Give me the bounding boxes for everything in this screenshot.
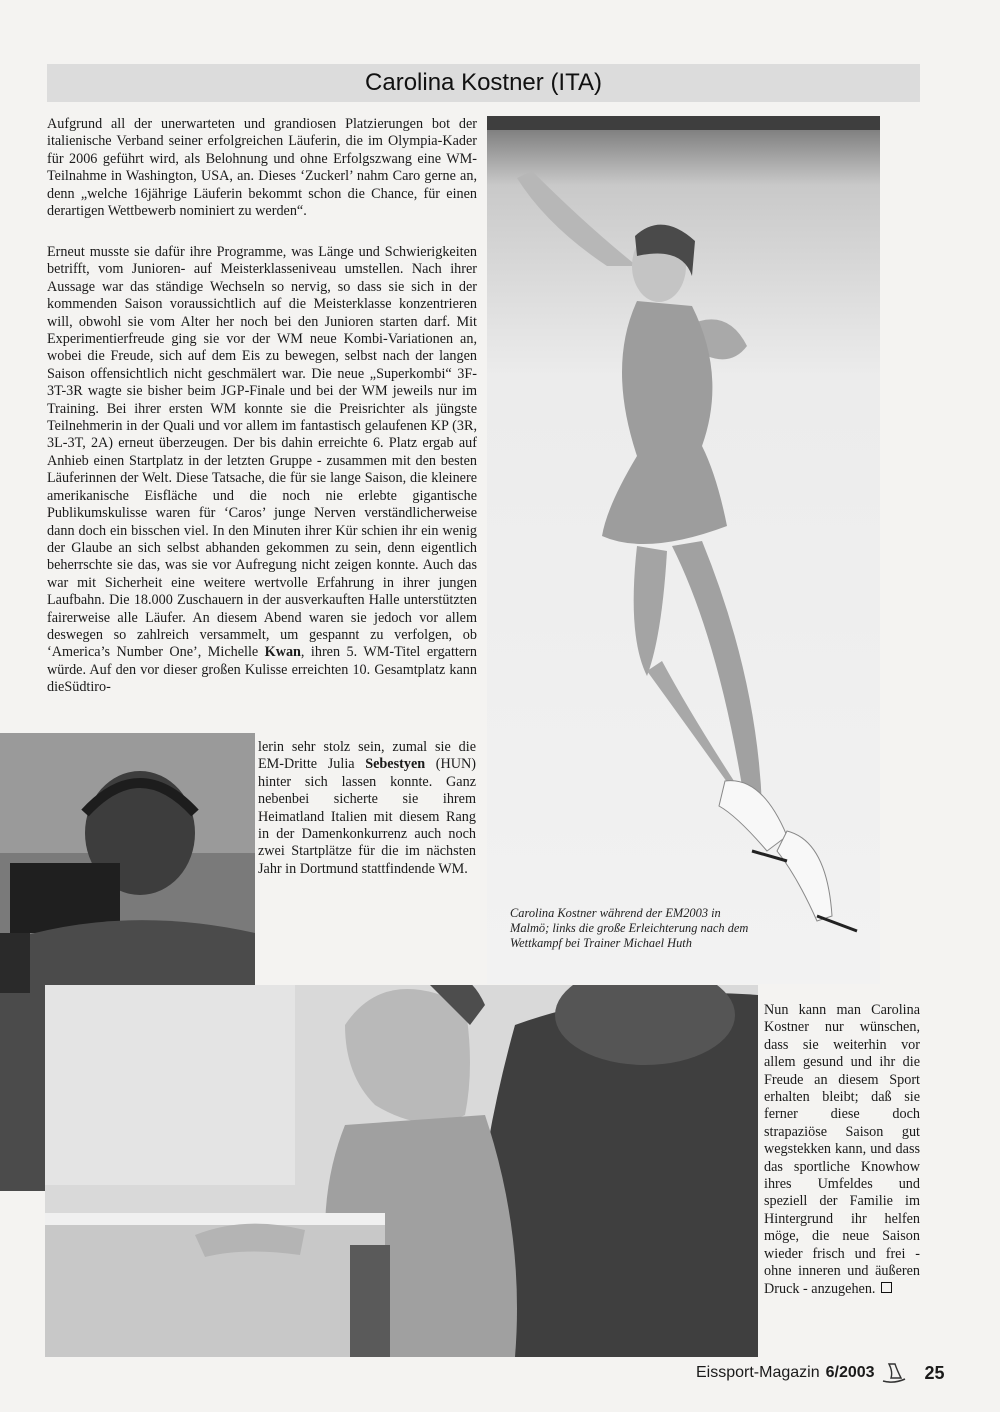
paragraph-3: lerin sehr stolz sein, zumal sie die EM-Dritte Julia Sebestyen (HUN) hinter sich lassen konnte. Ganz nebenbei sicherte sie ihrem Heimatland Italien mit diesem Rang in der Damenkonkurrenz auch noch zwei Startplätze für die im nächsten Jahr in Dortmund stattfindende WM.	[258, 739, 476, 877]
paragraph-4: Nun kann man Carolina Kostner nur wünschen, dass sie weiterhin vor allem gesund und ihr die Freude an diesem Sport erhalten bleibt; daß sie ferner diese doch strapaziöse Saison gut wegstekken kann, und dass das sportliche Knowhow ihres Umfeldes und speziell der Familie im Hintergrund ihr helfen möge, die neue Saison wieder frisch und frei - ohne inneren und äußeren Druck - anzugehen.	[764, 1002, 920, 1297]
skater-photo	[487, 116, 880, 984]
footer-magazine: Eissport-Magazin	[696, 1364, 820, 1381]
paragraph-2: Erneut musste sie dafür ihre Programme, was Länge und Schwierigkeiten betrifft, vom Junioren- auf Meisterklasseniveau umstellen. Nach ihrer Aussage war das ständige Wechseln so nervig, so dass sie sich in der kommenden Saison voraussichtlich auf die Meisterklasse konzentrieren will, obwohl sie vom Alter her noch bei den Junioren starten darf. Mit Experimentierfreude ging sie vor der WM neue Kombi-Variationen an, wobei die Freude, sich auf dem Eis zu bewegen, selbst nach der langen Saison offensichtlich nicht geschmälert war. Die neue „Superkombi“ 3F-3T-3R wagte sie bisher beim JGP-Finale und bei der WM jeweils nur im Training. Bei ihrer ersten WM konnte sie die Preisrichter als jüngste Teilnehmerin in der Quali und vor allem im fantastisch gelaufenen KP (3R, 3L-3T, 2A) erneut überzeugen. Der bis dahin erreichte 6. Platz ergab auf Anhieb einen Startplatz in der letzten Gruppe - zusammen mit den besten Läuferinnen der Welt. Diese Tatsache, die für sie lange Saison, die kleinere amerikanische Eisfläche und die noch nie erlebte gigantische Publikumskulisse waren für ‘Caros’ junge Nerven verständlicherweise dann doch ein bisschen viel. In den Minuten ihrer Kür schien ihr ein wenig der Glaube an sich selbst abhanden gekommen zu sein, denn eigentlich beherrschte sie das, was sie vor Aufregung nicht zeigen konnte. Auch das war mit Sicherheit eine weitere wertvolle Erfahrung in ihrer jungen Laufbahn. Die 18.000 Zuschauern in der ausverkauften Halle unterstützten fairerweise alle Läufer. An diesem Abend waren sie jedoch vor allem deswegen so zahlreich versammelt, um gespannt zu verfolgen, ob ‘America’s Number One’, Michelle Kwan, ihren 5. WM-Titel ergattern würde. Auf den vor dieser großen Kulisse erreichten 10. Gesamtplatz kann dieSüdtiro-	[47, 244, 477, 696]
end-of-article-box-icon	[881, 1282, 892, 1293]
page-number: 25	[924, 1362, 945, 1383]
skate-logo-icon	[881, 1362, 907, 1384]
photo-caption: Carolina Kostner während der EM2003 in Malmö; links die große Erleichterung nach dem Wettkampf bei Trainer Michael Huth	[510, 906, 749, 950]
article-title-bar	[47, 64, 920, 102]
name-kwan: Kwan	[264, 644, 301, 661]
footer-issue: 6/2003	[825, 1364, 875, 1381]
skater-coach-photo	[45, 985, 758, 1357]
article-title: Carolina Kostner (ITA)	[365, 69, 602, 96]
page-footer	[696, 1362, 945, 1384]
name-sebestyen: Sebestyen	[365, 756, 426, 773]
paragraph-1: Aufgrund all der unerwarteten und grandiosen Platzierungen bot der italienische Verband seiner erfolgreichen Läuferin, die im Olympia-Kader für 2006 geführt wird, als Belohnung und ohne Erfolgszwang eine WM-Teilnahme in Washington, USA, an. Dieses ‘Zuckerl’ nahm Caro gerne an, denn „welche 16jährige Läuferin bekommt schon die Chance, für einen derartigen Wettbewerb nominiert zu werden“.	[47, 116, 477, 220]
